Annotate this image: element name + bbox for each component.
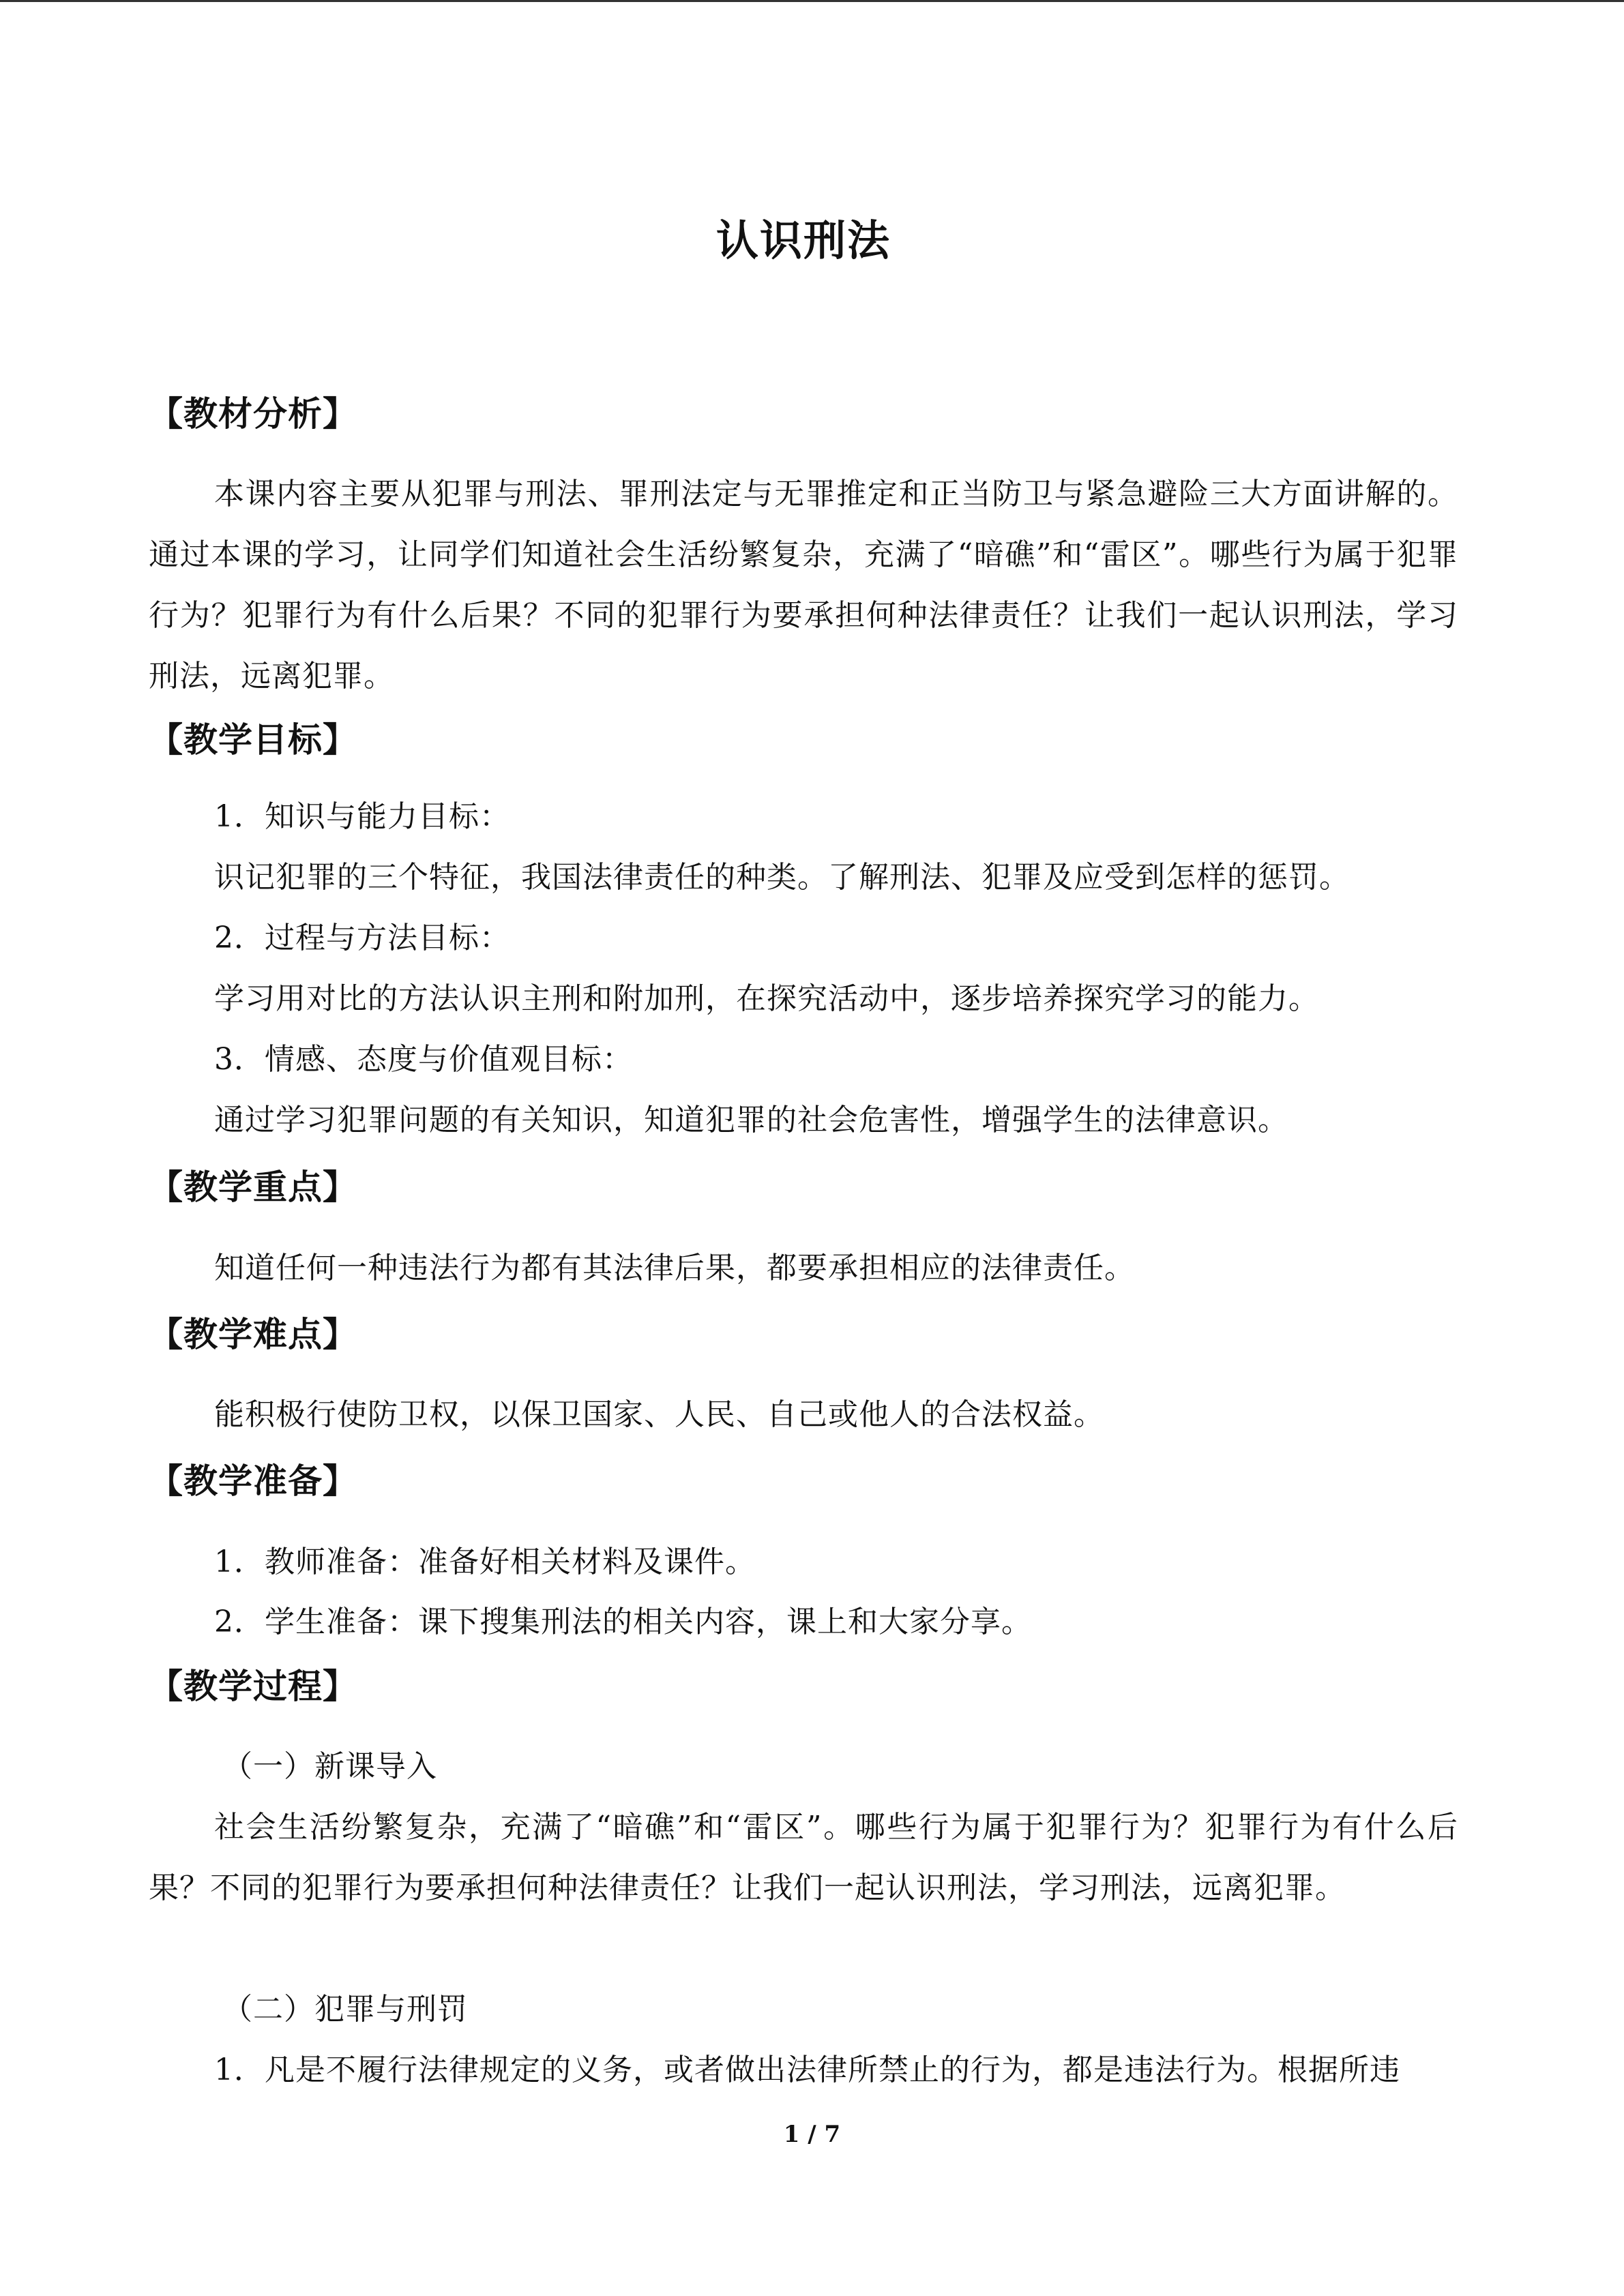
goal-process-label: 2．过程与方法目标： (214, 921, 510, 955)
preparation-student: 2．学生准备：课下搜集刑法的相关内容，课上和大家分享。 (214, 1605, 1032, 1639)
process-step-intro-label: （一）新课导入 (222, 1749, 437, 1784)
document-page (149, 0, 1458, 2296)
goal-process-text: 学习用对比的方法认识主刑和附加刑，在探究活动中，逐步培养探究学习的能力。 (214, 981, 1319, 1016)
goal-knowledge-text: 识记犯罪的三个特征，我国法律责任的种类。了解刑法、犯罪及应受到怎样的惩罚。 (214, 860, 1350, 895)
section-heading-key-points: 【教学重点】 (149, 1167, 357, 1207)
section-heading-textbook-analysis: 【教材分析】 (149, 394, 357, 434)
goal-knowledge-label: 1．知识与能力目标： (214, 799, 510, 834)
process-step-intro-text: 社会生活纷繁复杂，充满了“暗礁”和“雷区”。哪些行为属于犯罪行为？犯罪行为有什么后果？不同的犯罪行为要承担何种法律责任？让我们一起认识刑法，学习刑法，远离犯罪。 (149, 1810, 1458, 1905)
section-heading-teaching-goals: 【教学目标】 (149, 720, 357, 760)
paragraph-textbook-analysis: 本课内容主要从犯罪与刑法、罪刑法定与无罪推定和正当防卫与紧急避险三大方面讲解的。通过本课的学习，让同学们知道社会生活纷繁复杂，充满了“暗礁”和“雷区”。哪些行为属于犯罪行为？犯罪行为有什么后果？不同的犯罪行为要承担何种法律责任？让我们一起认识刑法，学习刑法，远离犯罪。 (149, 477, 1458, 694)
preparation-teacher: 1．教师准备：准备好相关材料及课件。 (214, 1545, 756, 1579)
process-step-crime-label: （二）犯罪与刑罚 (222, 1992, 468, 2027)
page-number: 1 / 7 (783, 2121, 841, 2148)
document-title: 认识刑法 (715, 215, 891, 265)
paragraph-difficulties: 能积极行使防卫权，以保卫国家、人民、自己或他人的合法权益。 (214, 1397, 1104, 1432)
section-heading-teaching-process: 【教学过程】 (149, 1667, 357, 1706)
goal-emotion-label: 3．情感、态度与价值观目标： (214, 1042, 633, 1077)
goal-emotion-text: 通过学习犯罪问题的有关知识，知道犯罪的社会危害性，增强学生的法律意识。 (214, 1103, 1288, 1137)
paragraph-key-points-text: 知道任何一种违法行为都有其法律后果，都要承担相应的法律责任。 (214, 1251, 1135, 1285)
section-heading-difficulties: 【教学难点】 (149, 1315, 357, 1354)
process-step-crime-text: 1．凡是不履行法律规定的义务，或者做出法律所禁止的行为，都是违法行为。根据所违 (214, 2053, 1400, 2087)
section-heading-preparation: 【教学准备】 (149, 1461, 357, 1501)
